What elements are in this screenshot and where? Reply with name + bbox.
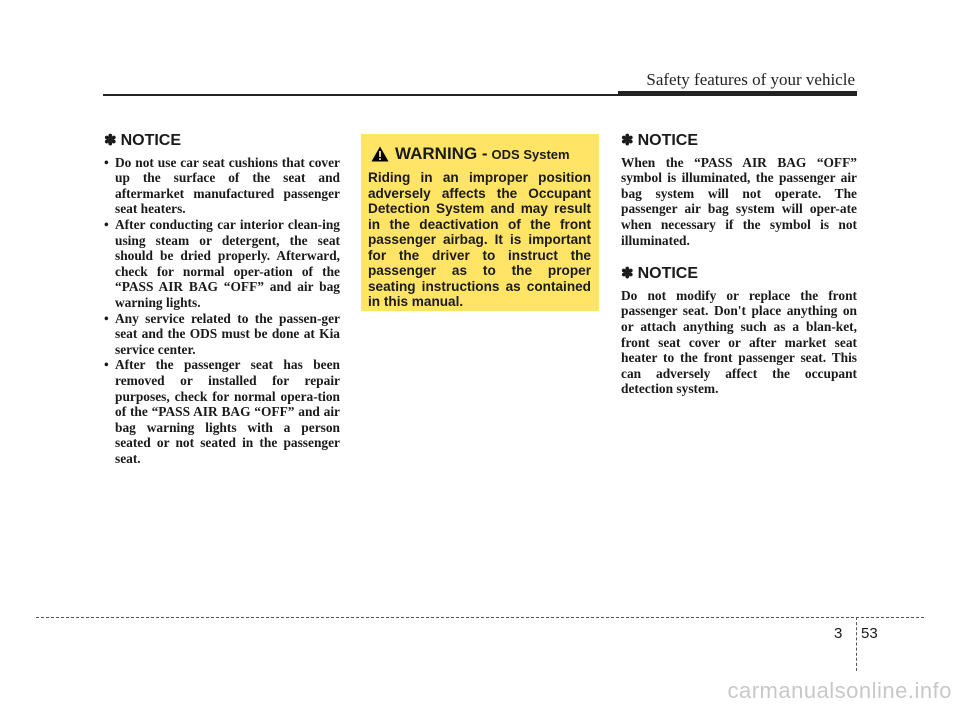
list-item: • After the passenger seat has been removed or installed for repair purposes, check for normal opera-tion of the “PASS AIR BAG “OFF” and air bag warning lights with a person seated or not seated in the passenger seat. (104, 357, 340, 466)
warning-triangle-icon (371, 146, 389, 162)
warning-box (361, 134, 599, 311)
notice-star-icon: ✽ (621, 132, 634, 149)
notice-heading-label: NOTICE (637, 132, 699, 149)
page-number-divider (856, 617, 857, 671)
list-item: • After conducting car interior clean-ing using steam or detergent, the seat should be dried properly. Afterward, check for normal oper-ation of the “PASS AIR BAG “OFF” and air bag warning lights. (104, 217, 340, 311)
section-title: Safety features of your vehicle (646, 70, 855, 89)
chapter-number: 3 (834, 625, 843, 642)
notice-heading-label: NOTICE (120, 132, 182, 149)
footer-rule (36, 617, 924, 618)
notice-heading (621, 133, 857, 149)
right-column (621, 133, 857, 415)
list-item: • Any service related to the passen-ger seat and the ODS must be done at Kia service center. (104, 311, 340, 358)
page-number: 53 (861, 625, 878, 642)
watermark: carmanualsonline.info (727, 678, 952, 703)
notice-paragraph: When the “PASS AIR BAG “OFF” symbol is illuminated, the passenger air bag system will not operate. The passenger air bag system will oper-ate when necessary if the symbol is not illuminated. (621, 154, 857, 248)
list-item: • Do not use car seat cushions that cover up the surface of the seat and aftermarket manufactured passenger seat heaters. (104, 155, 340, 217)
warning-label: WARNING - (395, 144, 488, 163)
notice-paragraph: Do not modify or replace the front passenger seat. Don't place anything on or attach anything such as a blan-ket, front seat cover or after market seat heater to the front passenger seat. This can adversely affect the occupant detection system. (621, 287, 857, 397)
notice-heading (104, 133, 340, 149)
notice-bullet-list (104, 155, 340, 467)
notice-star-icon: ✽ (621, 265, 634, 283)
notice-heading-label: NOTICE (637, 265, 699, 283)
left-column (104, 133, 340, 466)
notice-heading (621, 266, 857, 282)
warning-body: Riding in an improper position adversely affects the Occupant Detection System and may result in the deactivation of the front passenger airbag. It is important for the driver to instruct the passenger as to the proper seating instructions as contained in this manual. (368, 170, 591, 309)
notice-star-icon: ✽ (104, 132, 117, 149)
header-rule-accent (618, 91, 857, 96)
warning-subtitle: ODS System (491, 146, 570, 162)
warning-title (371, 144, 591, 164)
